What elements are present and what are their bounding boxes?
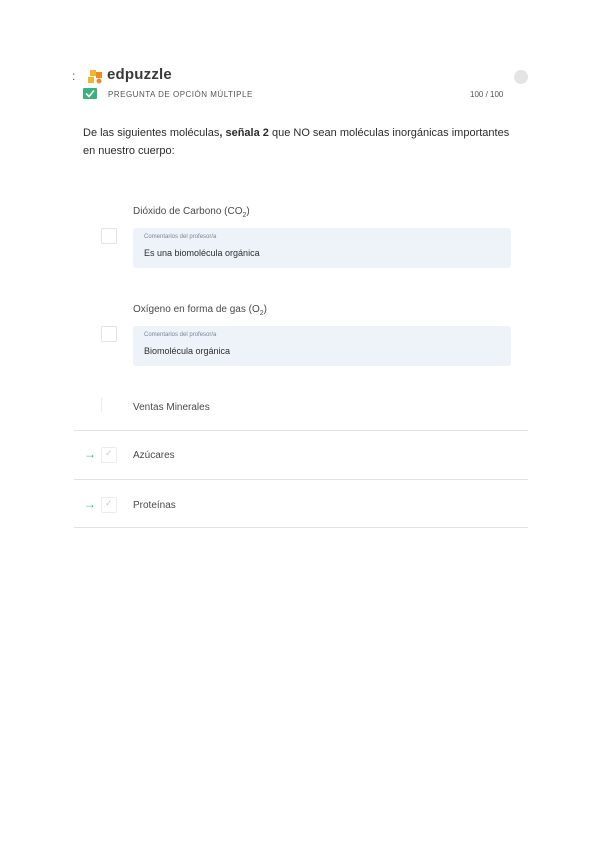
option-4-label: Azúcares	[133, 450, 175, 461]
correct-arrow-icon: →	[84, 447, 96, 461]
option-1-label: Dióxido de Carbono $(CO_2)$	[133, 206, 250, 219]
check-icon: ✓	[105, 448, 113, 458]
option-2-feedback	[133, 326, 511, 366]
divider	[74, 527, 528, 528]
option-2-label: Oxígeno en forma de gas $(O_2)$	[133, 304, 267, 317]
option-5-label: Proteínas	[133, 500, 176, 511]
question-text: De las siguientes moléculas, señala 2 que NO sean moléculas inorgánicas importantes en nuestro cuerpo:	[83, 127, 510, 157]
question-complete-check-icon	[83, 88, 97, 99]
question-score: 100 / 100	[470, 90, 504, 99]
feedback-title: Comentarios del profesor/a	[144, 332, 217, 338]
option-4-checkbox[interactable]	[101, 447, 117, 463]
divider	[74, 430, 528, 431]
correct-arrow-icon: →	[84, 497, 96, 511]
more-menu-icon[interactable]: :	[72, 69, 76, 83]
option-1-feedback	[133, 228, 511, 268]
app-logo-text: edpuzzle	[107, 66, 172, 83]
option-2-checkbox[interactable]	[101, 326, 117, 342]
feedback-title: Comentarios del profesor/a	[144, 234, 217, 240]
divider	[74, 479, 528, 480]
option-3-label: Ventas Minerales	[133, 402, 210, 413]
check-icon: ✓	[105, 498, 113, 508]
option-1-checkbox[interactable]	[101, 228, 117, 244]
feedback-text: Es una biomolécula orgánica	[144, 248, 260, 258]
avatar[interactable]	[514, 70, 528, 84]
option-3-checkbox[interactable]	[101, 398, 102, 412]
edpuzzle-logo-icon	[86, 68, 106, 84]
option-5-checkbox[interactable]	[101, 497, 117, 513]
question-type-label: PREGUNTA DE OPCIÓN MÚLTIPLE	[108, 90, 253, 99]
feedback-text: Biomolécula orgánica	[144, 346, 231, 356]
